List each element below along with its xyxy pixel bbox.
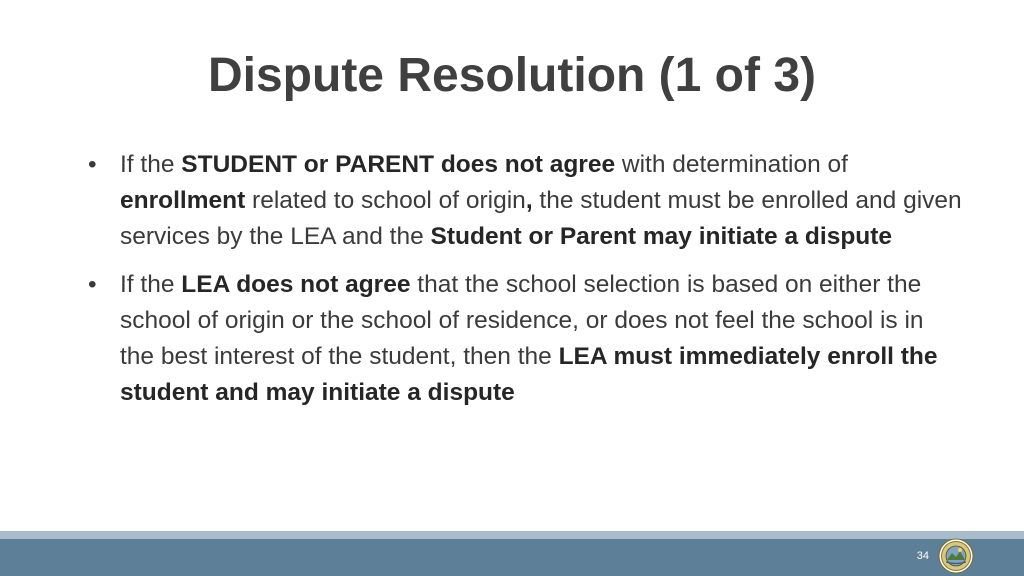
slide-title: Dispute Resolution (1 of 3) (207, 49, 816, 102)
state-seal-icon (938, 538, 974, 574)
bullet-segment: the student must be enrolled and given services by the LEA and the (120, 187, 962, 250)
bullet-segment: that the school selection is based on either the school of origin or the school of residence, or does not feel the school is in the best interest of the student, then the (120, 271, 924, 370)
footer-band (0, 539, 1024, 576)
bullet-segment-bold: LEA must immediately enroll the student and may initiate a dispute (120, 343, 938, 406)
footer-stripe (0, 531, 1024, 539)
bullet-segment: If the (120, 271, 182, 298)
bullet-list (82, 147, 962, 423)
bullet-segment: with determination of (615, 151, 848, 178)
bullet-segment-bold: enrollment (120, 187, 246, 214)
page-number: 34 (916, 550, 929, 562)
bullet-item (82, 147, 962, 255)
bullet-segment: If the (120, 151, 182, 178)
bullet-segment-bold: LEA does not agree (181, 271, 411, 298)
bullet-item (82, 267, 962, 411)
bullet-segment: related to school of origin (245, 187, 526, 214)
bullet-segment-bold: , (525, 187, 533, 214)
bullet-marker: • (88, 151, 97, 178)
bullet-marker: • (88, 271, 97, 298)
bullet-segment-bold: Student or Parent may initiate a dispute (430, 223, 893, 250)
bullet-segment-bold: STUDENT or PARENT does not agree (181, 151, 616, 178)
